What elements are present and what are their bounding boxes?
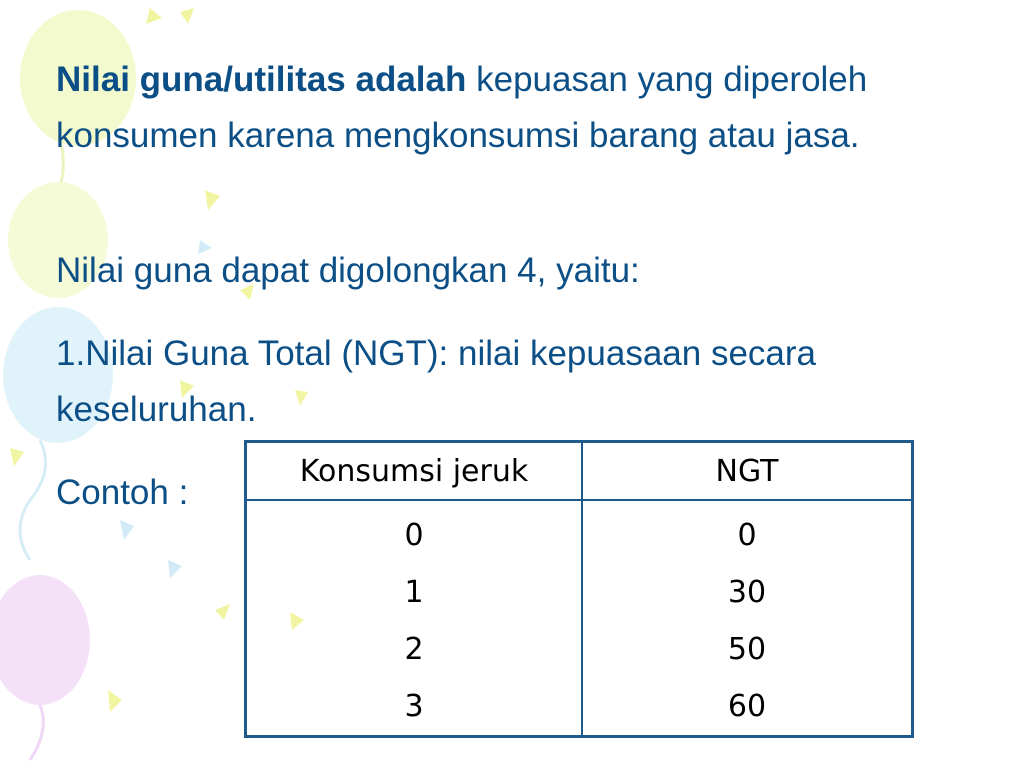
classification-paragraph: Nilai guna dapat digolongkan 4, yaitu:: [56, 251, 640, 290]
table-cell: 2: [404, 632, 424, 667]
table-body-row: [246, 500, 913, 737]
table-cell: 30: [727, 575, 767, 610]
table-cell: 0: [404, 518, 424, 553]
ngt-paragraph: 1.Nilai Guna Total (NGT): nilai kepuasaan secara keseluruhan.: [56, 334, 817, 429]
definition-term: Nilai guna/utilitas adalah: [56, 60, 467, 99]
definition-paragraph: [56, 52, 986, 164]
example-label: Contoh :: [56, 473, 189, 512]
definition-text: kepuasan yang diperoleh konsumen karena mengkonsumsi barang atau jasa.: [56, 60, 868, 155]
table-cell: 1: [404, 575, 424, 610]
utility-table: [244, 440, 914, 738]
table-cell: 50: [727, 632, 767, 667]
ngt-column: [582, 500, 913, 737]
header-ngt: NGT: [582, 442, 913, 501]
consumption-column: [246, 500, 583, 737]
table-header-row: [246, 442, 913, 501]
table-cell: 0: [737, 518, 757, 553]
header-consumption: Konsumsi jeruk: [246, 442, 583, 501]
table-cell: 60: [727, 689, 767, 724]
table-cell: 3: [404, 689, 424, 724]
